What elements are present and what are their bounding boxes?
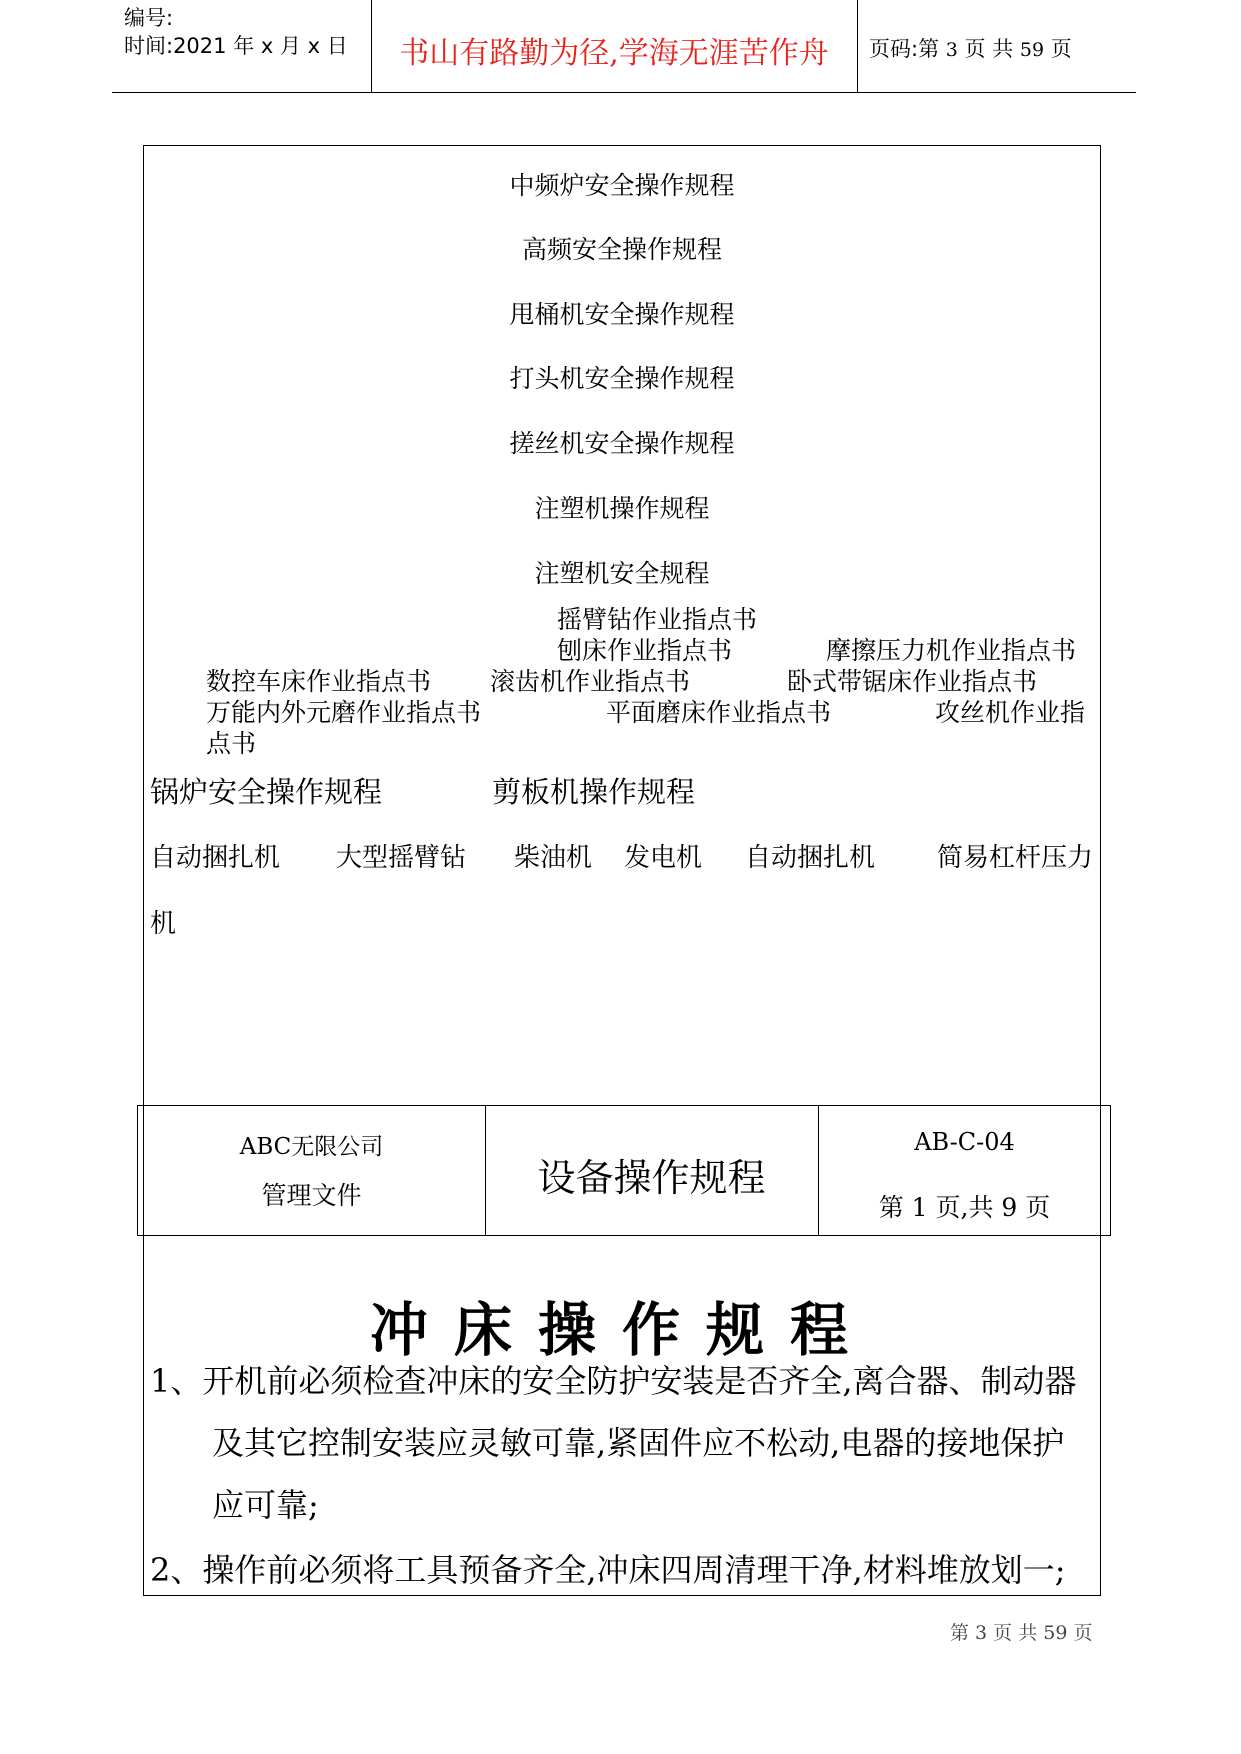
page-footer: 第 3 页 共 59 页 xyxy=(950,1622,1093,1644)
guide-item: 摇臂钻作业指点书 xyxy=(557,605,758,634)
company-cell xyxy=(138,1106,486,1235)
doc-code: AB-C-04 xyxy=(914,1128,1015,1156)
code-cell xyxy=(819,1106,1110,1235)
toc-line: 打头机安全操作规程 xyxy=(509,364,735,393)
guide-item: 点书 xyxy=(206,729,257,758)
guide-item: 数控车床作业指点书 xyxy=(206,667,432,696)
doc-title: 设备操作规程 xyxy=(537,1156,766,1200)
toc-line: 注塑机安全规程 xyxy=(534,559,710,588)
header-meta xyxy=(124,4,348,60)
date-line: 时间:2021 年 x 月 x 日 xyxy=(124,34,348,58)
machine-item: 自动捆扎机 xyxy=(745,843,876,873)
doc-number-label: 编号: xyxy=(124,6,174,30)
paragraph-line: 应可靠; xyxy=(212,1486,319,1524)
paragraph-line: 2、操作前必须将工具预备齐全,冲床四周清理干净,材料堆放划一; xyxy=(150,1551,1066,1589)
header-motto: 书山有路勤为径,学海无涯苦作舟 xyxy=(399,36,829,71)
document-header-table xyxy=(137,1105,1111,1236)
doc-type: 管理文件 xyxy=(261,1181,362,1210)
rule-item: 剪板机操作规程 xyxy=(492,775,696,809)
guide-item: 攻丝机作业指 xyxy=(935,698,1086,727)
header-divider xyxy=(857,0,858,92)
guide-item: 摩擦压力机作业指点书 xyxy=(826,636,1077,665)
machine-item: 柴油机 xyxy=(514,843,593,873)
paragraph-line: 1、开机前必须检查冲床的安全防护安装是否齐全,离合器、制动器 xyxy=(150,1362,1077,1400)
toc-line: 高频安全操作规程 xyxy=(521,235,722,264)
machine-item: 机 xyxy=(150,909,177,939)
page-mid: 页 共 xyxy=(964,37,1014,61)
machine-item: 自动捆扎机 xyxy=(150,843,281,873)
page-total: 59 xyxy=(1019,39,1045,61)
machine-item: 大型摇臂钻 xyxy=(336,843,467,873)
paragraph-line: 及其它控制安装应灵敏可靠,紧固件应不松动,电器的接地保护 xyxy=(212,1424,1065,1462)
page-current: 3 xyxy=(945,39,958,61)
doc-page-info: 第 1 页,共 9 页 xyxy=(878,1193,1051,1222)
guide-item: 滚齿机作业指点书 xyxy=(490,667,691,696)
guide-item: 平面磨床作业指点书 xyxy=(606,698,832,727)
page-suffix: 页 xyxy=(1050,37,1072,61)
toc-line: 注塑机操作规程 xyxy=(534,494,710,523)
machine-item: 简易杠杆压力 xyxy=(937,843,1094,873)
company-name: ABC无限公司 xyxy=(239,1134,384,1160)
machine-item: 发电机 xyxy=(624,843,703,873)
title-cell xyxy=(485,1106,819,1235)
procedure-title: 冲床操作规程 xyxy=(369,1296,874,1364)
guide-item: 刨床作业指点书 xyxy=(557,636,733,665)
page-prefix: 页码:第 xyxy=(869,37,940,61)
toc-line: 搓丝机安全操作规程 xyxy=(509,429,735,458)
toc-line: 中频炉安全操作规程 xyxy=(509,171,735,200)
guide-item: 卧式带锯床作业指点书 xyxy=(787,667,1038,696)
toc-line: 甩桶机安全操作规程 xyxy=(509,300,735,329)
guide-item: 万能内外元磨作业指点书 xyxy=(206,698,482,727)
rule-item: 锅炉安全操作规程 xyxy=(150,775,383,809)
header-page-number xyxy=(869,33,1072,63)
page-header xyxy=(112,0,1136,93)
